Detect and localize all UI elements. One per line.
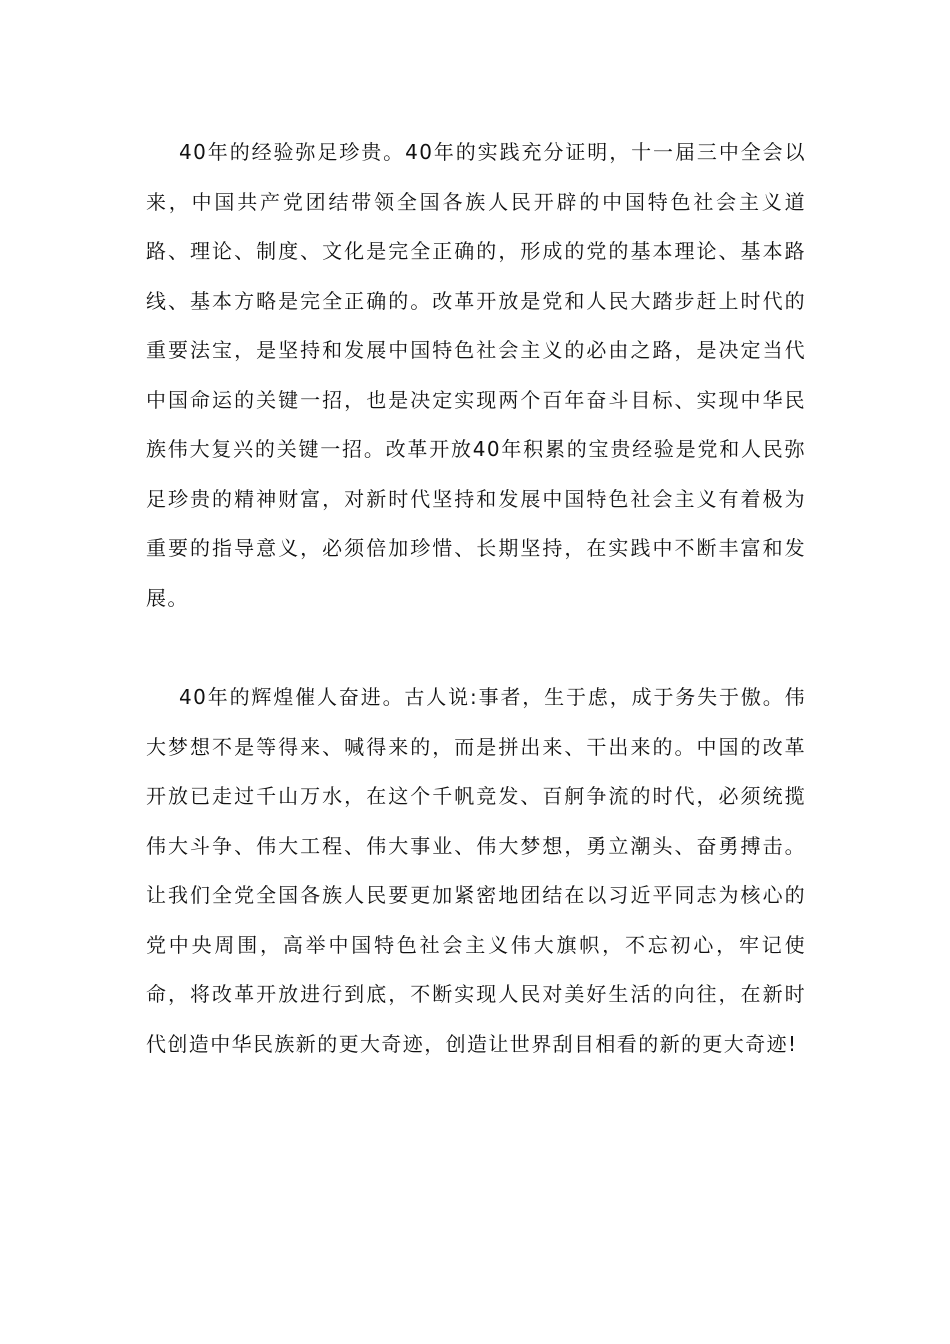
paragraph-2: 40年的辉煌催人奋进。古人说:事者，生于虑，成于务失于傲。伟大梦想不是等得来、喊得来的，而是拼出来、干出来的。中国的改革开放已走过千山万水，在这个千帆竞发、百舸争流的时代，必须统揽伟大斗争、伟大工程、伟大事业、伟大梦想，勇立潮头、奋勇搏击。让我们全党全国各族人民要更加紧密地团结在以习近平同志为核心的党中央周围，高举中国特色社会主义伟大旗帜，不忘初心，牢记使命，将改革开放进行到底，不断实现人民对美好生活的向往，在新时代创造中华民族新的更大奇迹，创造让世界刮目相看的新的更大奇迹!	[146, 685, 806, 1056]
paragraph-1: 40年的经验弥足珍贵。40年的实践充分证明，十一届三中全会以来，中国共产党团结带领全国各族人民开辟的中国特色社会主义道路、理论、制度、文化是完全正确的，形成的党的基本理论、基本路线、基本方略是完全正确的。改革开放是党和人民大踏步赶上时代的重要法宝，是坚持和发展中国特色社会主义的必由之路，是决定当代中国命运的关键一招，也是决定实现两个百年奋斗目标、实现中华民族伟大复兴的关键一招。改革开放40年积累的宝贵经验是党和人民弥足珍贵的精神财富，对新时代坚持和发展中国特色社会主义有着极为重要的指导意义，必须倍加珍惜、长期坚持，在实践中不断丰富和发展。	[146, 140, 806, 610]
